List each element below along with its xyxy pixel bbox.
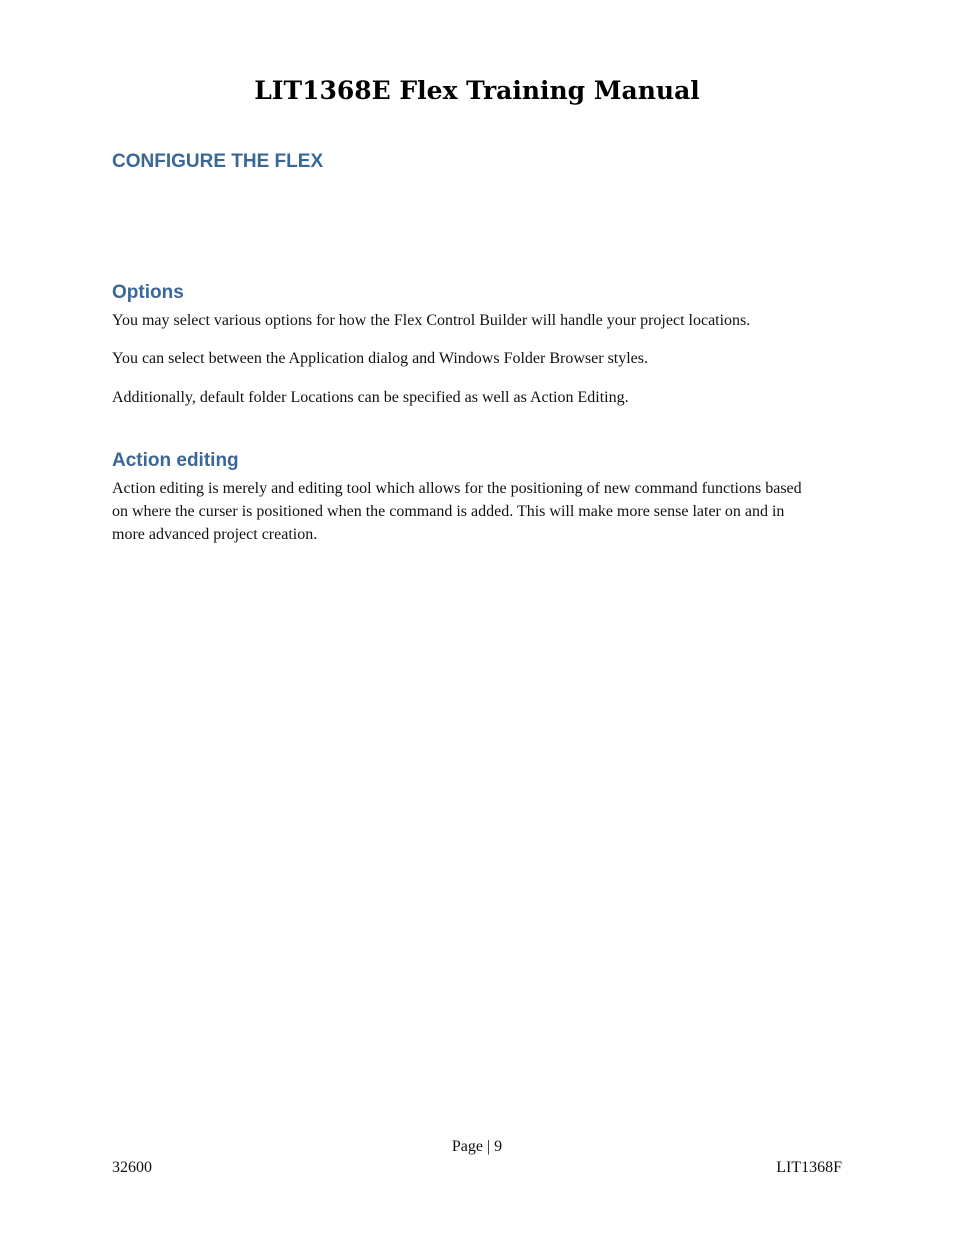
section-heading: CONFIGURE THE FLEX [112, 151, 324, 172]
page-title: LIT1368E Flex Training Manual [254, 76, 700, 105]
options-paragraph-2: You can select between the Application dialog and Windows Folder Browser styles. [112, 350, 649, 367]
action-editing-paragraph: Action editing is merely and editing tool which allows for the positioning of new command functions based on where the curser is positioned when the command is added. This will make more sense later on and in more advanced project creation. [112, 480, 802, 543]
action-editing-heading: Action editing [112, 450, 239, 471]
options-heading: Options [112, 282, 184, 303]
footer-document-code: LIT1368F [776, 1159, 842, 1176]
options-paragraph-1: You may select various options for how the Flex Control Builder will handle your project locations. [112, 312, 751, 329]
page-number: Page | 9 [451, 1138, 503, 1155]
footer-document-number: 32600 [112, 1159, 152, 1176]
options-paragraph-3: Additionally, default folder Locations can be specified as well as Action Editing. [112, 389, 629, 406]
